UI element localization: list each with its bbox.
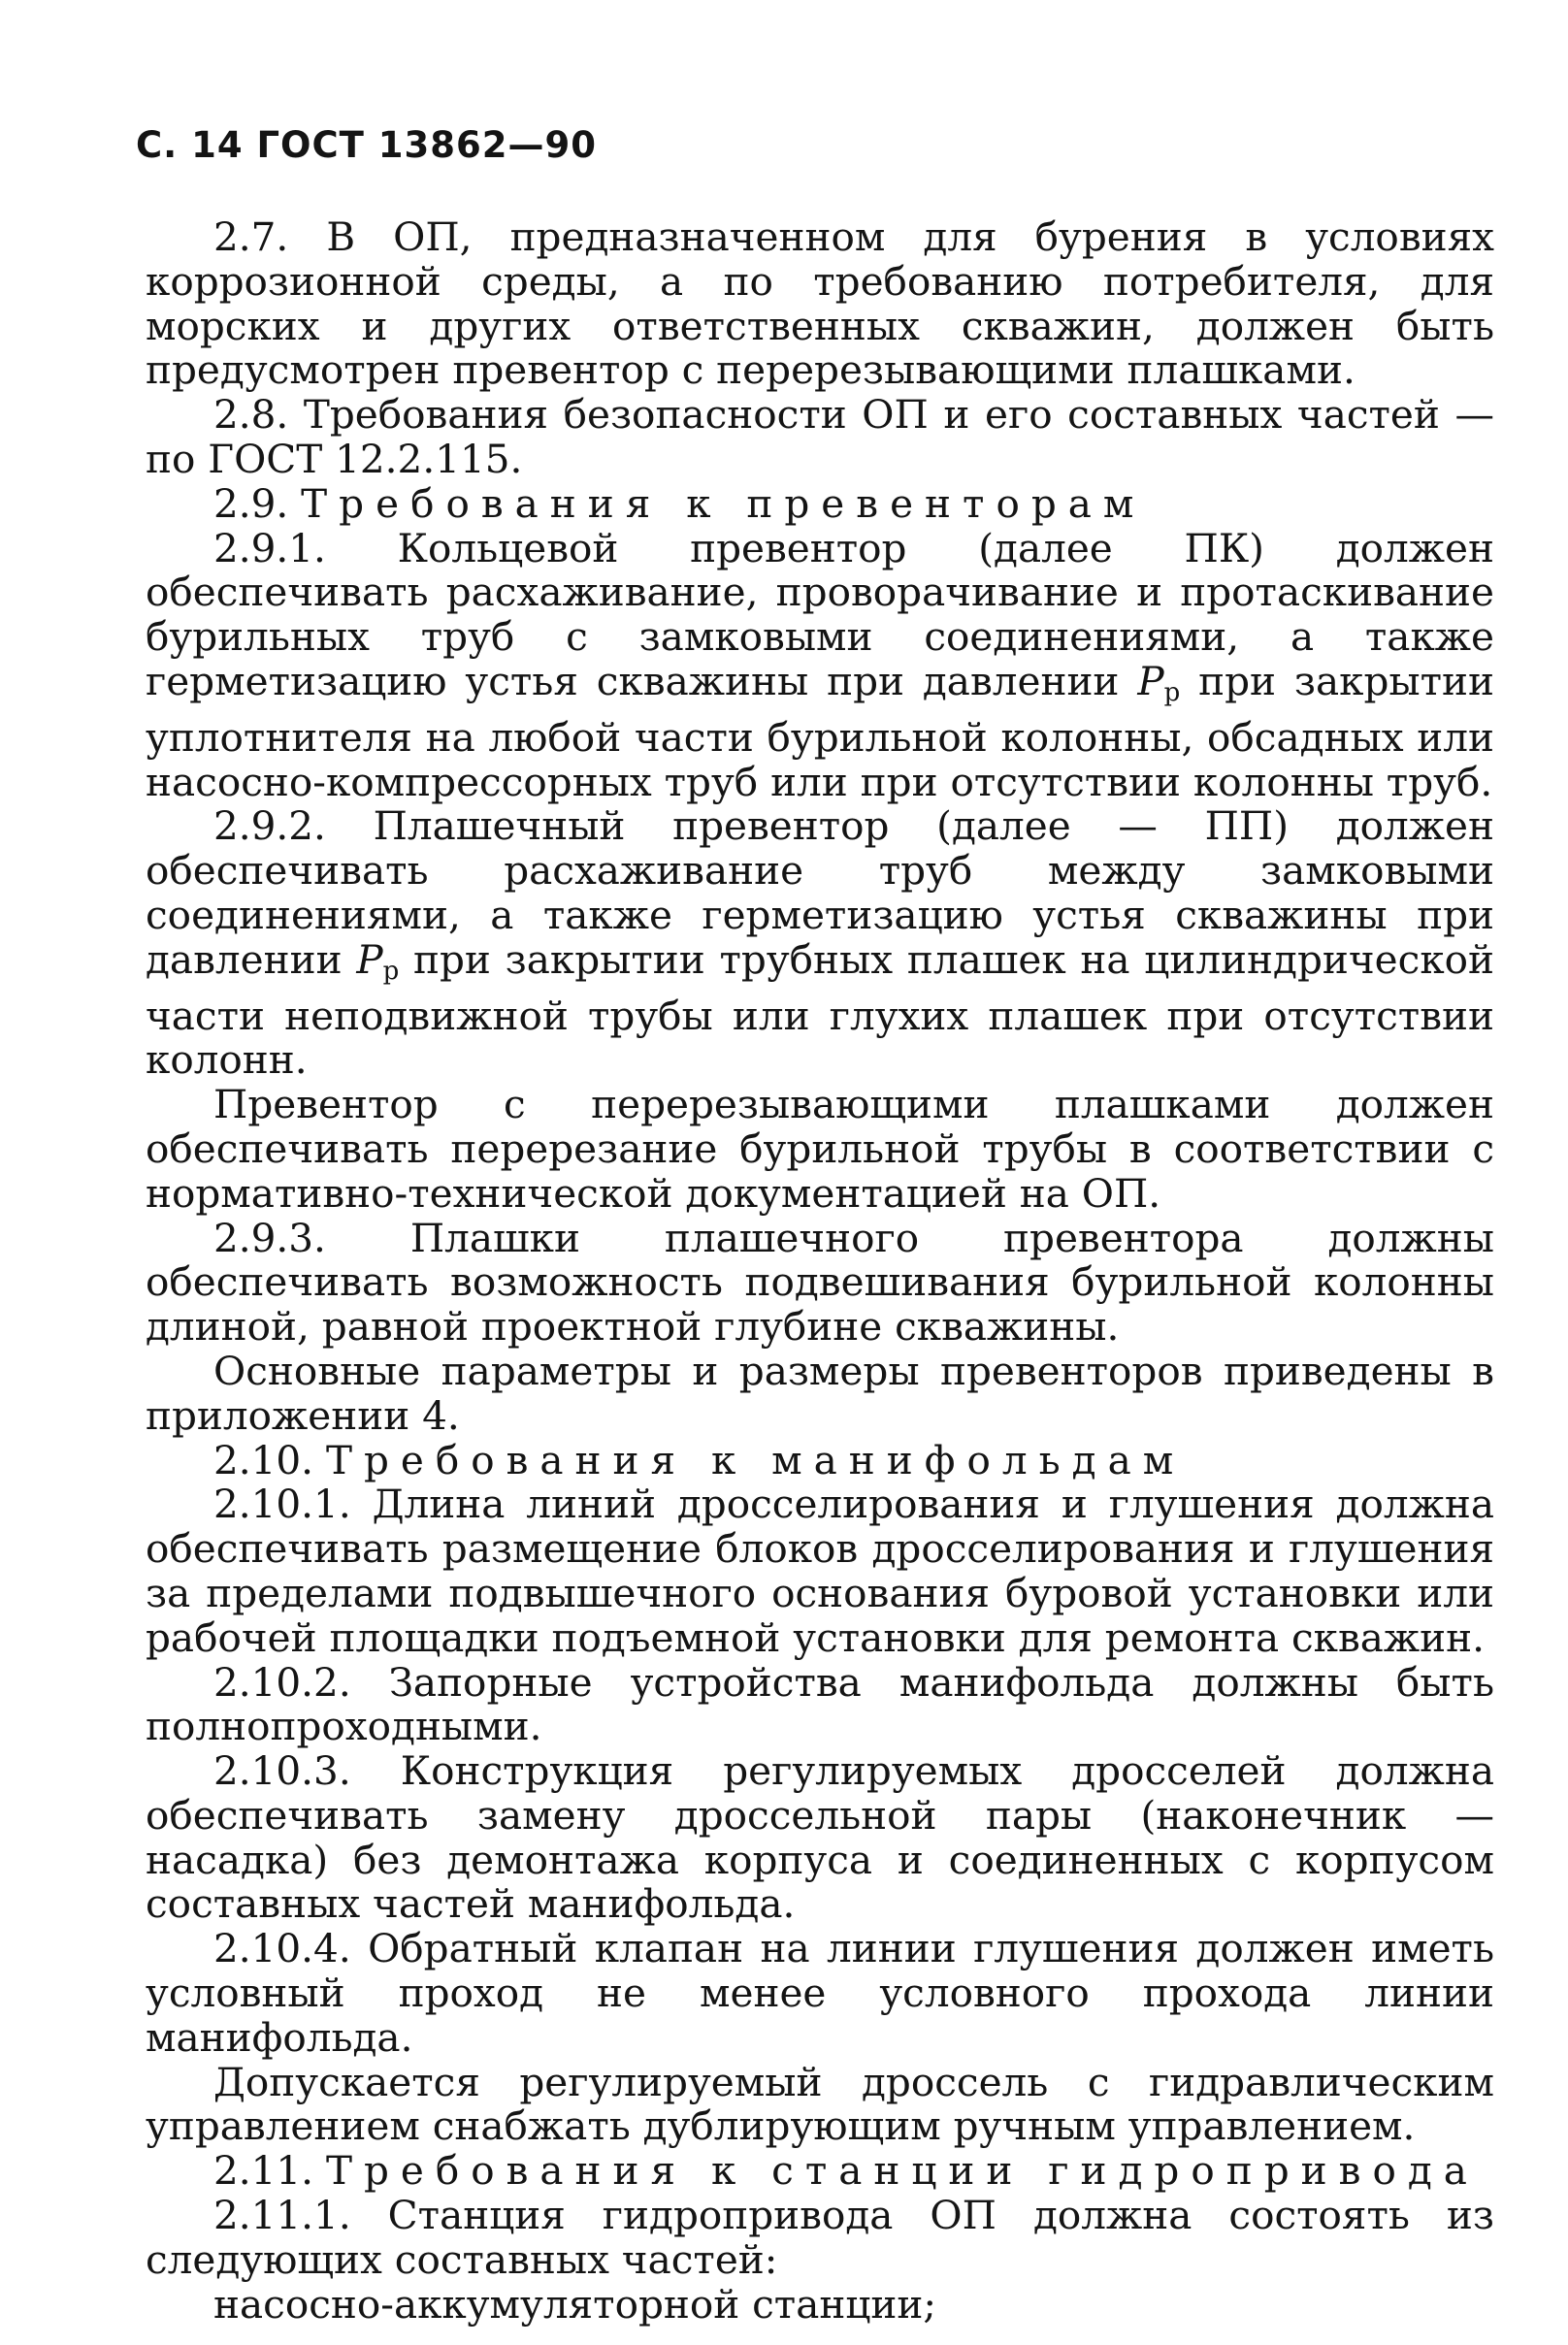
clause-2-8: 2.8. Требования безопасности ОП и его составных частей — по ГОСТ 12.2.115.: [146, 391, 1494, 482]
clause-2-10-4: 2.10.4. Обратный клапан на линии глушения должен иметь условный проход не менее условного прохода линии манифольда.: [146, 1925, 1494, 2061]
clause-2-9-1: [146, 524, 1495, 805]
clause-2-10-3: 2.10.3. Конструкция регулируемых дросселей должна обеспечивать замену дроссельной пары (наконечник — насадка) без демонтажа корпуса и соединенных с корпусом составных частей манифольда.: [146, 1747, 1494, 1928]
clause-number: 2.9.: [213, 479, 289, 527]
document-body: [146, 215, 1494, 2327]
section-title: Требования к превенторам: [301, 479, 1146, 527]
clause-text: 2.9.1. Кольцевой превентор (далее ПК) должен обеспечивать расхаживание, проворачивание и протаскивание бурильных труб с замковыми соединениями, а также герметизацию устья скважины при давлении: [146, 524, 1494, 704]
clause-text: при закрытии уплотнителя на любой части бурильной колонны, обсадных или насосно-компрессорных труб или при отсутствии колонны труб.: [146, 657, 1495, 805]
clause-2-9-2: [146, 804, 1494, 1083]
section-title: Требования к станции гидропривода: [325, 2147, 1479, 2195]
list-item-pump-station: насосно-аккумуляторной станции;: [213, 2280, 937, 2328]
section-title: Требования к манифольдам: [325, 1436, 1186, 1483]
pressure-subscript: р: [382, 956, 400, 986]
clause-text: 2.9.2. Плашечный превентор (далее — ПП) должен обеспечивать расхаживание труб между замковыми соединениями, а также герметизацию устья скважины при давлении: [146, 802, 1494, 983]
clause-number: 2.11.: [213, 2147, 314, 2195]
clause-2-7: 2.7. В ОП, предназначенном для бурения в условиях коррозионной среды, а по требованию потребителя, для морских и других ответственных скважин, должен быть предусмотрен превентор с перерезывающими плашками.: [146, 213, 1494, 394]
clause-2-9-heading: [146, 479, 1494, 527]
paragraph-allowed-throttle: Допускается регулируемый дроссель с гидравлическим управлением снабжать дублирующим ручным управлением.: [146, 2058, 1494, 2150]
pressure-symbol: P: [1137, 657, 1164, 704]
clause-number: 2.10.: [213, 1436, 314, 1483]
clause-2-11-1: 2.11.1. Станция гидропривода ОП должна состоять из следующих составных частей:: [146, 2192, 1494, 2283]
pressure-subscript: р: [1163, 677, 1181, 707]
paragraph-cutting-preventer: Превентор с перерезывающими плашками должен обеспечивать перерезание бурильной трубы в соответствии с нормативно-технической документацией на ОП.: [146, 1081, 1494, 1217]
clause-2-10-2: 2.10.2. Запорные устройства манифольда должны быть полнопроходными.: [146, 1658, 1494, 1750]
clause-text: при закрытии трубных плашек на цилиндрической части неподвижной трубы или глухих плашек при отсутствии колонн.: [146, 935, 1495, 1084]
clause-2-10-heading: [146, 1436, 1494, 1483]
clause-2-11-heading: [146, 2149, 1494, 2194]
page-header: С. 14 ГОСТ 13862—90: [136, 124, 597, 166]
clause-2-9-3: 2.9.3. Плашки плашечного превентора должны обеспечивать возможность подвешивания бурильной колонны длиной, равной проектной глубине скважины.: [146, 1214, 1494, 1351]
paragraph-main-parameters: Основные параметры и размеры превенторов приведены в приложении 4.: [146, 1347, 1494, 1439]
pressure-symbol: P: [356, 935, 383, 983]
clause-2-10-1: 2.10.1. Длина линий дросселирования и глушения должна обеспечивать размещение блоков дросселирования и глушения за пределами подвышечного основания буровой установки или рабочей площадки подъемной установки для ремонта скважин.: [146, 1481, 1494, 1661]
